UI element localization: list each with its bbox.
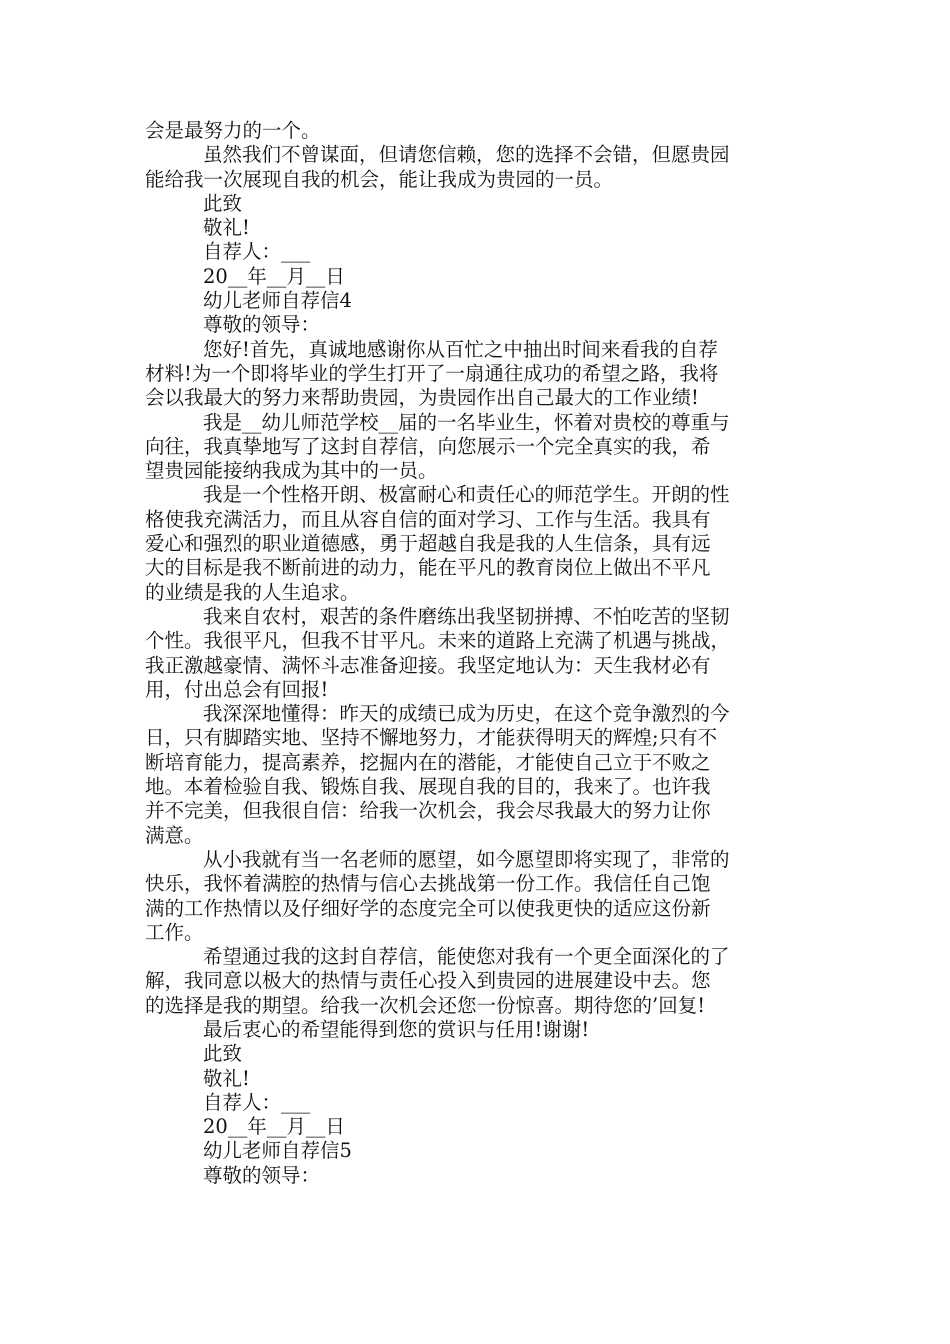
text-line: 您好!首先，真诚地感谢你从百忙之中抽出时间来看我的自荐 [203, 337, 718, 361]
text-line: 我是__幼儿师范学校__届的一名毕业生，怀着对贵校的尊重与 [203, 410, 730, 434]
text-line: 工作。 [145, 920, 204, 944]
text-line: 幼儿老师自荐信5 [203, 1139, 352, 1163]
text-line: 的选择是我的期望。给我一次机会还您一份惊喜。期待您的’回复! [145, 993, 706, 1017]
text-line: 能给我一次展现自我的机会，能让我成为贵园的一员。 [145, 167, 614, 191]
text-line: 大的目标是我不断前进的动力，能在平凡的教育岗位上做出不平凡 [145, 556, 711, 580]
text-line: 满的工作热情以及仔细好学的态度完全可以使我更快的适应这份新 [145, 896, 711, 920]
text-line: 的业绩是我的人生追求。 [145, 580, 360, 604]
text-line: 虽然我们不曾谋面，但请您信赖，您的选择不会错，但愿贵园 [203, 143, 730, 167]
text-line: 敬礼! [203, 1066, 250, 1090]
text-line: 尊敬的领导： [203, 1163, 321, 1187]
text-line: 尊敬的领导： [203, 313, 321, 337]
text-line: 此致 [203, 191, 243, 215]
text-line: 向往，我真挚地写了这封自荐信，向您展示一个完全真实的我，希 [145, 434, 711, 458]
text-line: 最后衷心的希望能得到您的赏识与任用!谢谢! [203, 1017, 590, 1041]
text-line: 日，只有脚踏实地、坚持不懈地努力，才能获得明天的辉煌;只有不 [145, 726, 718, 750]
text-line: 满意。 [145, 823, 204, 847]
text-line: 我正激越豪情、满怀斗志准备迎接。我坚定地认为：天生我材必有 [145, 653, 711, 677]
text-line: 20__年__月__日 [203, 1115, 345, 1139]
text-line: 个性。我很平凡，但我不甘平凡。未来的道路上充满了机遇与挑战， [145, 629, 731, 653]
document-body [145, 119, 817, 1188]
text-line: 会以我最大的努力来帮助贵园，为贵园作出自己最大的工作业绩! [145, 386, 699, 410]
text-line: 格使我充满活力，而且从容自信的面对学习、工作与生活。我具有 [145, 507, 711, 531]
text-line: 此致 [203, 1042, 243, 1066]
text-line: 解，我同意以极大的热情与责任心投入到贵园的进展建设中去。您 [145, 969, 711, 993]
text-line: 材料!为一个即将毕业的学生打开了一扇通往成功的希望之路，我将 [145, 361, 719, 385]
text-line: 自荐人：___ [203, 240, 311, 264]
text-line: 20__年__月__日 [203, 264, 345, 288]
text-line: 快乐，我怀着满腔的热情与信心去挑战第一份工作。我信任自己饱 [145, 872, 711, 896]
text-line: 爱心和强烈的职业道德感，勇于超越自我是我的人生信条，具有远 [145, 532, 711, 556]
text-line: 从小我就有当一名老师的愿望，如今愿望即将实现了，非常的 [203, 847, 730, 871]
text-line: 用，付出总会有回报! [145, 677, 329, 701]
text-line: 自荐人：___ [203, 1090, 311, 1114]
text-line: 我来自农村，艰苦的条件磨练出我坚韧拼搏、不怕吃苦的坚韧 [203, 604, 730, 628]
text-line: 地。本着检验自我、锻炼自我、展现自我的目的，我来了。也许我 [145, 775, 711, 799]
text-line: 并不完美，但我很自信：给我一次机会，我会尽我最大的努力让你 [145, 799, 711, 823]
text-line: 我是一个性格开朗、极富耐心和责任心的师范学生。开朗的性 [203, 483, 730, 507]
text-line: 幼儿老师自荐信4 [203, 289, 352, 313]
text-line: 希望通过我的这封自荐信，能使您对我有一个更全面深化的了 [203, 945, 730, 969]
text-line: 我深深地懂得：昨天的成绩已成为历史，在这个竞争激烈的今 [203, 702, 730, 726]
text-line: 会是最努力的一个。 [145, 119, 321, 142]
text-line: 敬礼! [203, 216, 250, 240]
text-line: 断培育能力，提高素养，挖掘内在的潜能，才能使自己立于不败之 [145, 750, 711, 774]
text-line: 望贵园能接纳我成为其中的一员。 [145, 459, 438, 483]
